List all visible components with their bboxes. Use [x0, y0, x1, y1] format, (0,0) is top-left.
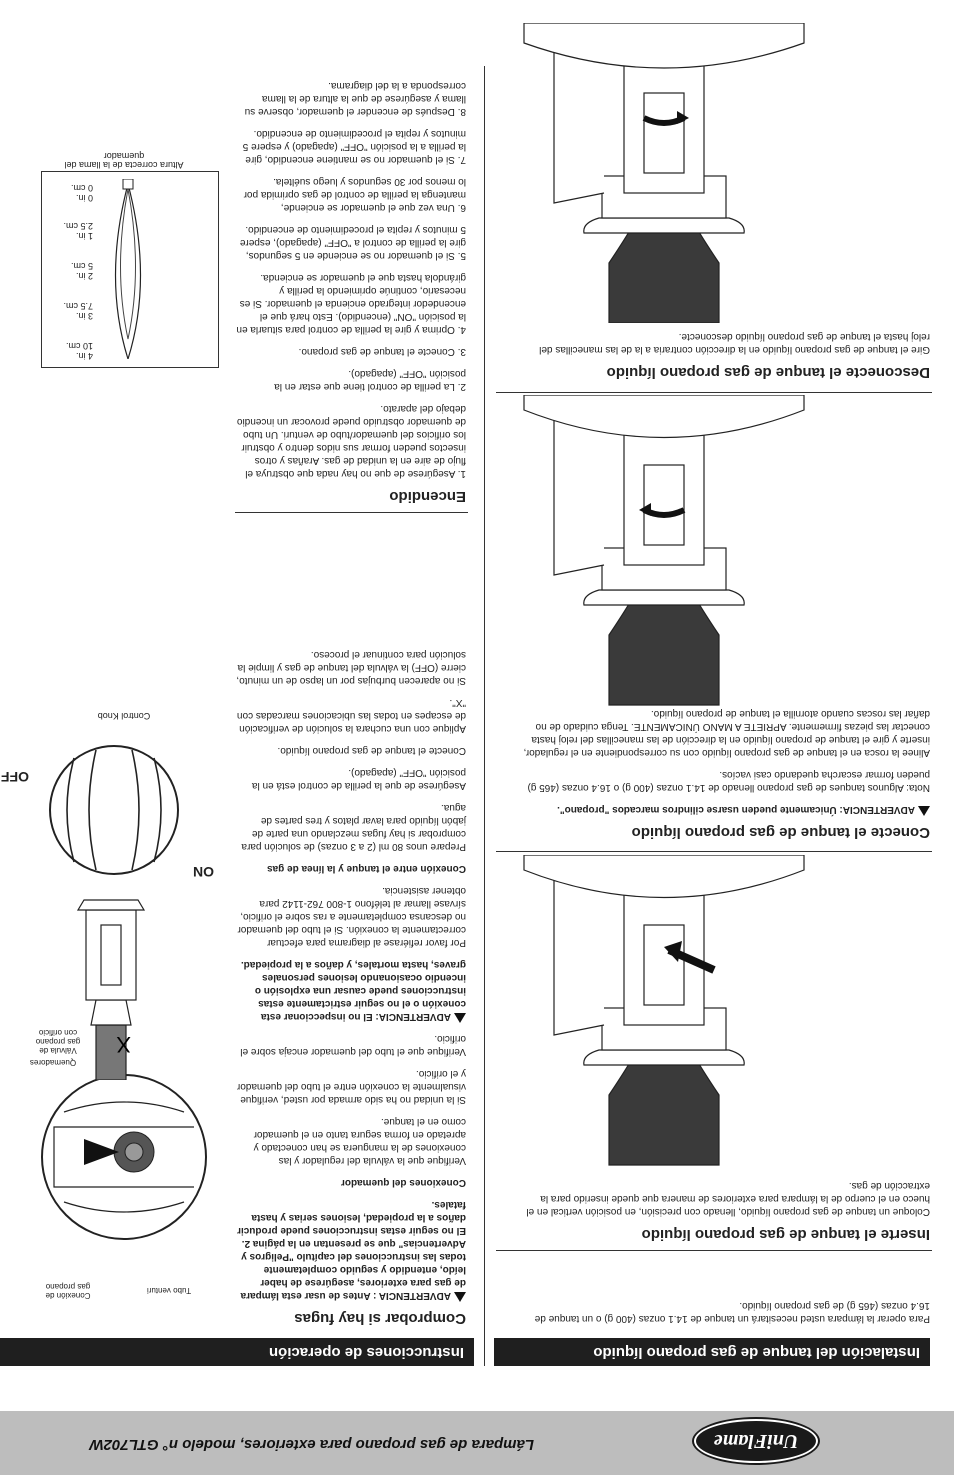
insert-section — [520, 1170, 930, 1241]
connect-note: Nota: Algunos tanques de gas propano llenado de 14.1 onzas (400 g) o 16.4 onzas (465 g) pueden formar escarcha quedando casi vacíos. — [527, 769, 930, 793]
ignition-section: Encendido 1. Asegúrese de que no hay nada que obstruya el flujo de aire en la unidad de gas. Arañas y otros insectos pueden formar sus nidos dentro y obstruir los orificios del quemador/tubo de venturi. Un tubo de quemador obstruido puede provocar un incendio debajo del aparato. 2. La perilla de control tiene que estar en la posición "OFF" (apagado). 3. Conecte el tanque de gas propano. 4. Oprima y gire la perilla de control para situarla en la posición "ON" (encendido). Esto hará que el encendedor integrado encienda el quemador. Si es necesario, continúe oprimiendo la perilla y girándola hasta que el quemador se encienda. 5. Si el quemador no se enciende en 5 segundos, gire la perilla de control a "OFF" (apagado), espere 5 minutos y repita el procedimiento de encendido. 6. Una vez que el quemador se enciende, mantenga la perilla de control de gas oprimida por lo menos por 30 segundos y luego suéltela. 7. Si el quemador no se mantiene encendido, gire la perilla a la posición "OFF" (apagado) y espere 5 minutos y repita el procedimiento de encendido. 8. Después de encender el quemador, observe su llama y asegúrese de que la altura de la llama corresponda a la del diagrama. — [236, 80, 466, 505]
warning-icon — [918, 806, 930, 816]
flame-mark-1in: 1 in. 2.5 cm. — [63, 221, 93, 241]
knob-off-label: OFF — [1, 769, 29, 785]
flame-caption: Altura correcta de la llama del quemador — [64, 151, 184, 170]
header-band — [0, 1411, 954, 1475]
label-gas-connection: Conexión de gas propano — [45, 1282, 91, 1300]
insert-text: Coloque un tanque de gas propano líquido, llenado con precisión, en posición vertical en el hueco en el cuerpo de la lámpara para exteriores de manera que quede inserido para la extracción de gas. — [526, 1180, 930, 1217]
flame-height-diagram — [41, 171, 219, 368]
connect-section — [520, 698, 930, 839]
divider — [496, 392, 932, 393]
section-title-installation: Instalación del tanque de gas propano líquido — [494, 1338, 930, 1366]
flame-mark-2in: 2 in. 5 cm. — [70, 261, 93, 281]
section-title-operation: Instrucciones de operación — [0, 1338, 474, 1366]
knob-on-label: ON — [193, 864, 214, 880]
divider — [235, 512, 468, 513]
flame-mark-4in: 4 in. 10 cm. — [65, 341, 93, 361]
leak-warning-1: ADVERTENCIA : Antes de usar esta lámpara de gas para exteriores, asegúrese de haber leído, entendido y seguido completamente todas las instrucciones del capítulo "Peligros y Advertencias" que se presentan en la página 2. El no seguir estas instrucciones puede producir daños a la propiedad, lesiones serias y hasta fatales. — [237, 1199, 466, 1301]
lamp-insert-figure — [514, 855, 814, 1175]
label-venturi-tube: Tubo venturi — [146, 1286, 192, 1295]
disconnect-text: Gire el tanque de gas propano líquido en la dirección contraria a la de las manecillas del reloj hasta el tanque de gas propano líquido desconecte. — [539, 331, 930, 355]
disconnect-section — [520, 321, 930, 379]
installation-intro: Para operar la lámpara usted necesitará un tanque de 14.1 onzas (400 g) o un tanque de 16.4 onzas (465 g) de gas propano líquido. — [534, 1300, 930, 1324]
brand-logo: UniFlame — [694, 1419, 818, 1463]
venturi-tube-figure — [66, 890, 156, 1080]
burner-closeup-figure — [34, 1067, 214, 1247]
connect-text: Alinee la rosca en el tanque de gas propano líquido con su correspondiente en el regulador, inserte y gire el tanque de propano líquido en la dirección de las manecillas del reloj hasta conectar las piezas firmemente. APRIETE A MANO ÚNICAMENTE. Tenga cuidado de no dañar las roscas cuando atornilla el tanque de propano líquido. — [523, 708, 930, 758]
divider — [496, 851, 932, 852]
warning-icon — [454, 1292, 466, 1302]
knob-caption: Control Knob — [97, 711, 151, 721]
burner-connections-heading: Conexiones del quemador — [340, 1177, 466, 1188]
label-burners: Quemadores — [29, 1058, 77, 1067]
insert-heading: Inserte el tanque de gas propano líquido — [641, 1226, 930, 1243]
column-divider — [484, 66, 485, 1366]
connect-warning: ADVERTENCIA: Únicamente pueden usarse cilindros marcados "propano". — [520, 803, 930, 816]
warning-icon — [454, 1013, 466, 1023]
leak-check-section: Comprobar si hay fugas ADVERTENCIA : Antes de usar esta lámpara de gas para exteriores, asegúrese de haber leído, entendido y seguido completamente todas las instrucciones del capítulo "Peligros y Advertencias" que se presentan en la página 2. El no seguir estas instrucciones puede producir daños a la propiedad, lesiones serias y hasta fatales. Conexiones del quemador Verifique que la válvula del regulador y las conexiones de la manguera se han conectado y apretado en forma segura tanto en el quemador como en el tanque. Si la unidad no ha sido armada por usted, verifique visualmente la conexión entre el tubo del quemador y el orificio. Verifique que el tubo del quemador encaja sobre el orificio. ADVERTENCIA: El no inspeccionar esta conexión o el no seguir estrictamente estas instrucciones puede causar una explosión o incendio ocasionando lesiones personales graves, hasta mortales, y daños a la propiedad. Por favor refiérase al diagrama para efectuar correctamente la conexión. Si el tubo del quemador no descansa completamente a ras sobre el orificio, sírvase llamar al teléfono 1-800 762-1142 para obtener asistencia. Conexión entre el tanque y la línea de gas Prepare unos 80 ml (2 a 3 onzas) de solución para comprobar si hay fugas mezclando una parte de jabón líquido para lavar platos y tres partes de agua. Asegúrese de que la perilla de control está en la posición "OFF" (apagado). Conecte el tanque de gas propano líquido. Aplique con una cuchara la solución de verificación de escapes en todas las ubicaciones marcadas con "X". Si no aparecen burbujas por un lapso de un minuto, cierre (OFF) la válvula del tanque de gas y limpie la solución para continuar el proceso. — [236, 649, 466, 1327]
connect-heading: Conecte el tanque de gas propano líquido — [631, 824, 930, 841]
document-title: Lámpara de gas propano para exteriores, modelo n° GTL702W — [89, 1436, 534, 1453]
gas-connection-heading: Conexión entre el tanque y la línea de gas — [267, 863, 466, 874]
x-mark-icon: X — [116, 1032, 131, 1057]
disconnect-heading: Desconecte el tanque de gas propano líquido — [606, 364, 930, 381]
flame-mark-0in: 0 in. 0 cm. — [70, 183, 93, 203]
label-propane-valve: Válvula de gas propano con orificio — [35, 1028, 81, 1055]
ignition-heading: Encendido — [389, 488, 466, 505]
control-knob-figure — [44, 740, 184, 880]
flame-icon — [93, 179, 163, 359]
lamp-connect-figure — [514, 395, 814, 715]
lamp-disconnect-figure — [514, 23, 814, 323]
leak-warning-2: ADVERTENCIA: El no inspeccionar esta conexión o el no seguir estrictamente estas instrucciones puede causar una explosión o incendio ocasionando lesiones personales graves, hasta mortales, y daños a la propiedad. — [240, 959, 466, 1022]
flame-mark-3in: 3 in. 7.5 cm. — [63, 301, 93, 321]
leak-check-heading: Comprobar si hay fugas — [294, 1310, 466, 1327]
divider — [496, 1250, 932, 1251]
